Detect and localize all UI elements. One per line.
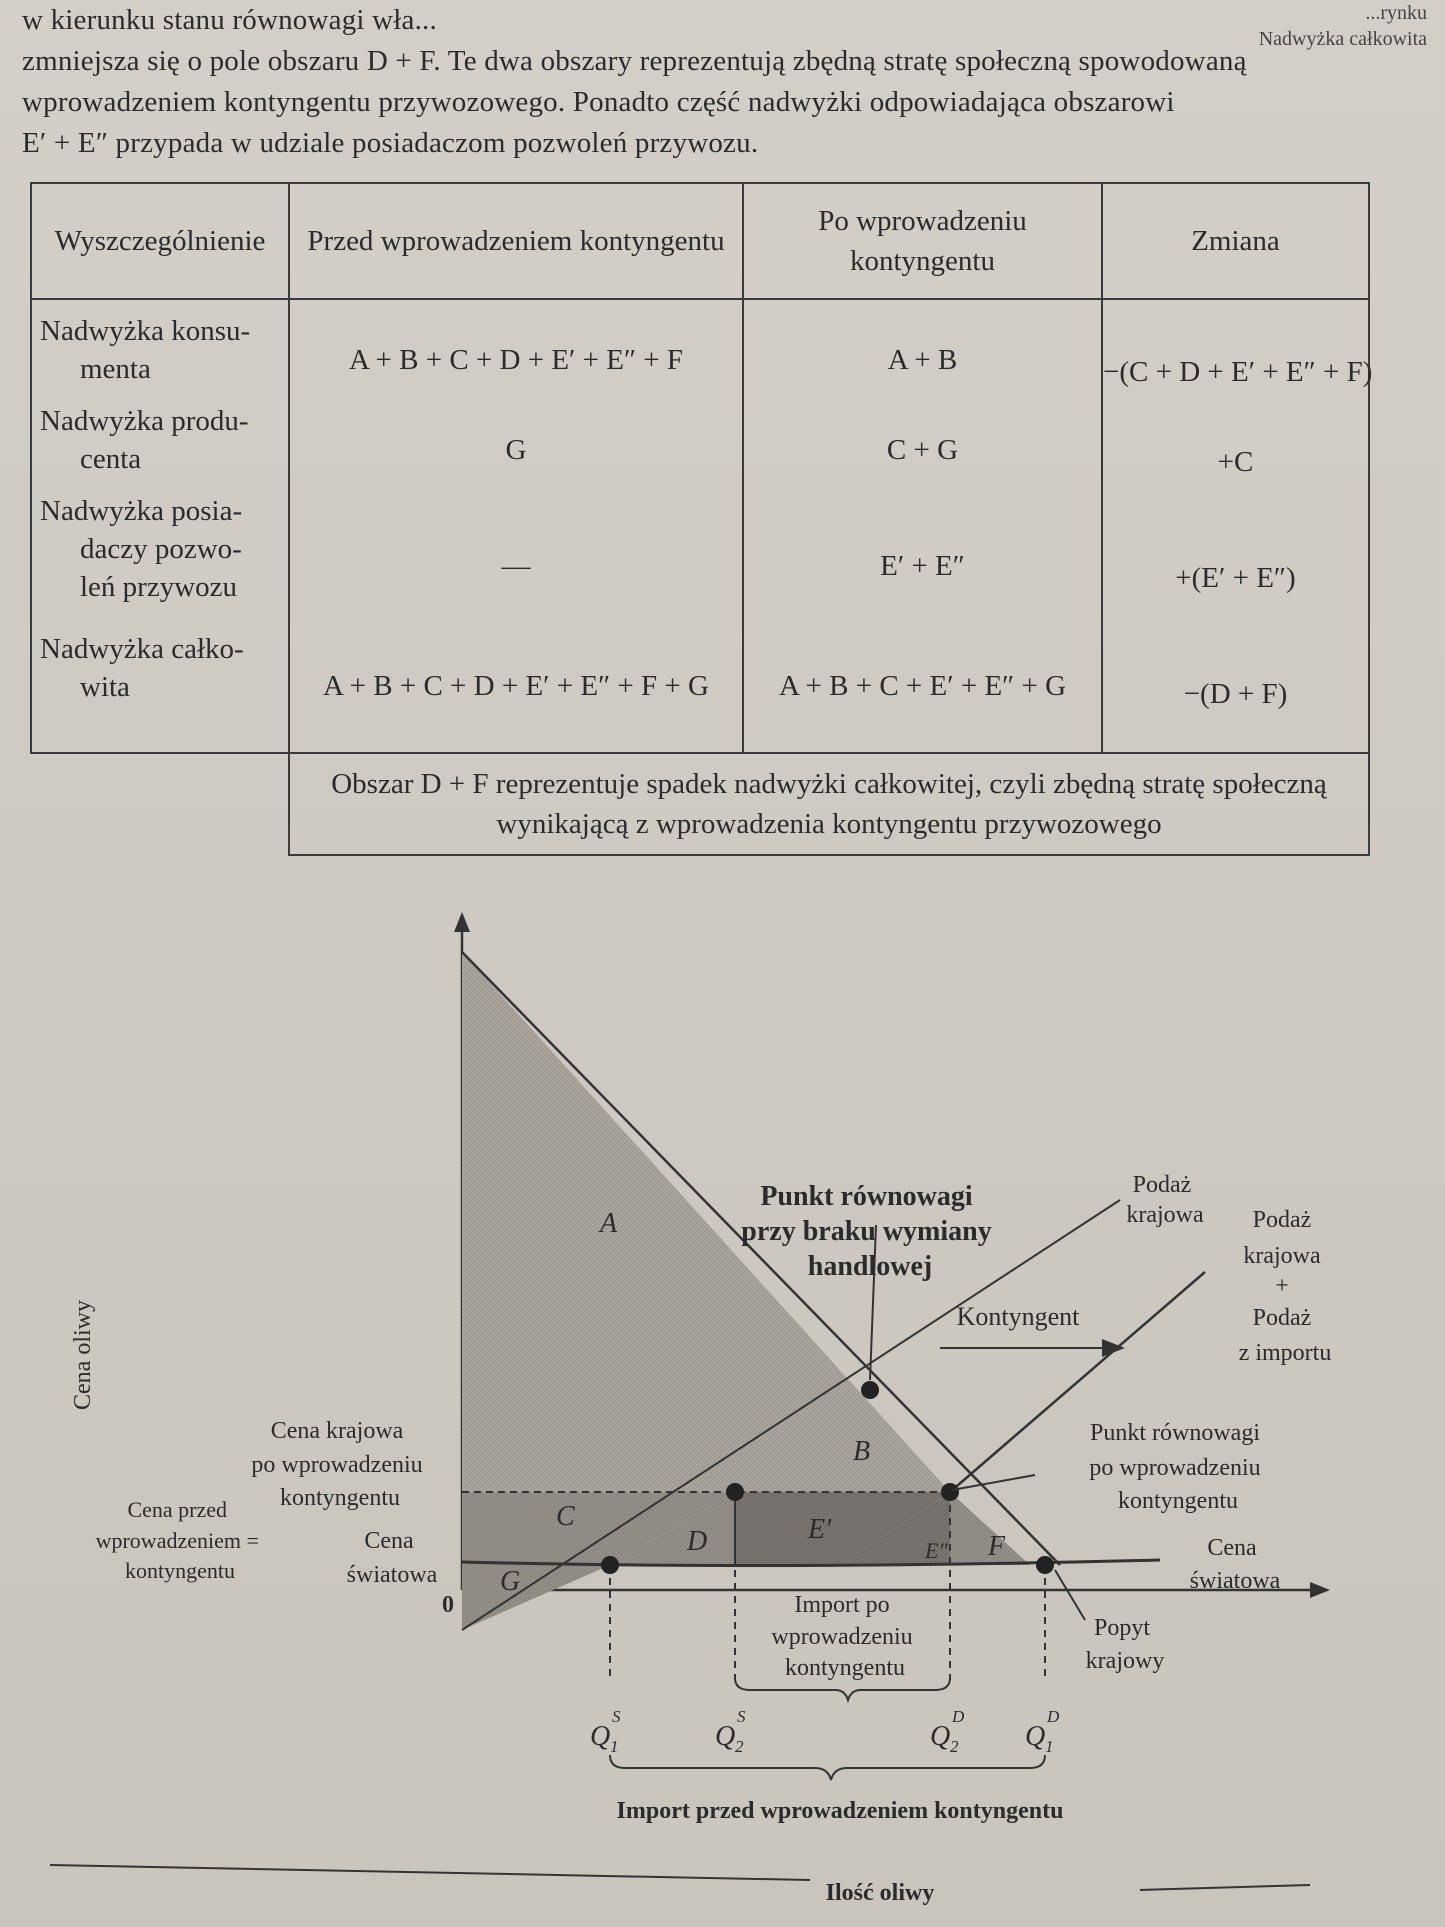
label-line: krajowa — [1126, 1202, 1204, 1228]
area-label-F: F — [988, 1531, 1006, 1562]
area-label-G: G — [500, 1566, 521, 1597]
label-line: Import po — [794, 1592, 890, 1618]
row-label-line: daczy pozwo- — [80, 533, 242, 565]
row-label-line: Nadwyżka produ- — [40, 405, 249, 437]
import-after-label — [771, 1592, 918, 1681]
corner-note-line: ...rynku — [1365, 2, 1427, 24]
label-line: przy braku wymiany — [741, 1216, 992, 1247]
quota-equilibrium-dot — [941, 1483, 959, 1501]
label-line: Punkt równowagi — [760, 1181, 973, 1212]
no-trade-equilibrium-dot — [861, 1381, 879, 1399]
label-line: Popyt — [1093, 1615, 1151, 1641]
row-label-license-holders — [40, 492, 242, 606]
label-sup: S — [612, 1707, 621, 1726]
before-total: A + B + C + D + E′ + E″ + F + G — [323, 670, 709, 702]
world-price-right-label — [1190, 1535, 1281, 1594]
no-trade-equilibrium-label — [741, 1181, 998, 1282]
label-sub: 1 — [1045, 1737, 1054, 1756]
label-sup: S — [737, 1707, 746, 1726]
area-label-B: B — [853, 1436, 871, 1467]
header-wyszczegolnienie: Wyszczególnienie — [31, 183, 289, 299]
label-line: Podaż — [1252, 1207, 1312, 1233]
label-line: + — [1275, 1273, 1289, 1299]
label-line: krajowy — [1085, 1648, 1165, 1674]
change-producer: +C — [1217, 446, 1254, 478]
label-line: Podaż — [1252, 1305, 1312, 1331]
table-body-row — [31, 299, 1369, 753]
area-G — [462, 1565, 610, 1630]
surplus-table — [30, 182, 1373, 856]
area-label-A: A — [600, 1208, 618, 1239]
world-price-left-label — [347, 1528, 438, 1588]
supply-plus-import-label — [1239, 1207, 1332, 1366]
intro-line: w kierunku stanu równowagi wła... — [22, 4, 437, 36]
label-line: po wprowadzeniu — [1089, 1455, 1261, 1481]
world-demand-dot — [1036, 1556, 1054, 1574]
table-note-row — [31, 753, 1369, 855]
header-after: Po wprowadzeniu kontyngentu — [743, 183, 1102, 299]
area-label-C: C — [556, 1501, 575, 1532]
after-license: E′ + E″ — [880, 550, 965, 582]
intro-line: E′ + E″ przypada w udziale posiadaczom pozwoleń przywozu. — [22, 127, 759, 159]
row-label-producer — [40, 402, 249, 478]
row-label-line: Nadwyżka całko- — [40, 633, 244, 665]
header-change: Zmiana — [1102, 183, 1369, 299]
y-axis-label: Cena oliwy — [70, 1300, 96, 1410]
bottom-rule-right — [1140, 1885, 1310, 1890]
after-column — [743, 299, 1102, 753]
import-before-label: Import przed wprowadzeniem kontyngentu — [616, 1798, 1064, 1824]
q2s-label — [715, 1707, 746, 1756]
demand-leader — [1055, 1570, 1085, 1620]
import-after-brace — [735, 1678, 950, 1700]
row-label-line: Nadwyżka konsu- — [40, 315, 251, 347]
domestic-price-after-label — [251, 1418, 428, 1511]
row-label-line: centa — [80, 443, 142, 475]
corner-note — [1259, 0, 1427, 52]
quota-equilibrium-label — [1089, 1420, 1266, 1514]
quota-diagram-svg — [70, 900, 1380, 1906]
label-line: krajowa — [1243, 1243, 1321, 1269]
bottom-rule — [50, 1865, 810, 1880]
before-column — [289, 299, 743, 753]
x-axis-arrow-icon — [1310, 1582, 1330, 1598]
label-line: wprowadzeniu — [771, 1624, 913, 1650]
corner-note-line: Nadwyżka całkowita — [1258, 28, 1427, 50]
quota-diagram — [70, 900, 1380, 1906]
label-line: z importu — [1238, 1340, 1332, 1366]
label-line: Cena — [364, 1528, 414, 1554]
label-sub: 2 — [735, 1737, 744, 1756]
before-consumer: A + B + C + D + E′ + E″ + F — [348, 344, 684, 376]
domestic-supply-label — [1126, 1172, 1204, 1228]
world-supply-dot — [601, 1556, 619, 1574]
equilibrium-leader — [870, 1225, 876, 1380]
quota-leader — [952, 1475, 1035, 1490]
after-producer: C + G — [886, 434, 959, 466]
origin-label: 0 — [442, 1592, 454, 1618]
table-note: Obszar D + F reprezentuje spadek nadwyżki całkowitej, czyli zbędną stratę społeczną wynikającą z wprowadzenia kontyngentu przywozowego — [289, 753, 1369, 855]
change-license: +(E′ + E″) — [1175, 562, 1296, 594]
label-line: światowa — [1189, 1568, 1281, 1594]
label-line: Cena przed — [127, 1497, 228, 1522]
price-before-label — [96, 1497, 265, 1583]
domestic-demand-label — [1086, 1615, 1165, 1674]
label-line: handlowej — [807, 1251, 933, 1282]
label-sup: D — [952, 1707, 965, 1726]
label-line: Cena — [1207, 1535, 1257, 1561]
label-line: kontyngentu — [280, 1485, 400, 1511]
after-consumer: A + B — [887, 344, 958, 376]
quota-label: Kontyngent — [956, 1302, 1080, 1331]
row-label-line: wita — [80, 671, 130, 703]
intro-line: wprowadzeniem kontyngentu przywozowego. Ponadto część nadwyżki odpowiadająca obszarowi — [22, 86, 1175, 118]
label-line: kontyngentu — [785, 1655, 905, 1681]
label-base: Q — [715, 1721, 736, 1752]
row-label-line: Nadwyżka posia- — [40, 495, 243, 527]
label-sub: 1 — [610, 1737, 619, 1756]
supply-after-quota-dot — [726, 1483, 744, 1501]
q1s-label — [590, 1707, 621, 1756]
before-license: — — [501, 550, 531, 582]
label-line: kontyngentu — [1118, 1488, 1238, 1514]
after-total: A + B + C + E′ + E″ + G — [778, 670, 1067, 702]
label-line: światowa — [346, 1562, 438, 1588]
row-label-line: menta — [80, 353, 151, 385]
label-base: Q — [590, 1721, 611, 1752]
change-total: −(D + F) — [1183, 678, 1288, 710]
table-header-row — [31, 183, 1369, 299]
import-before-brace — [610, 1755, 1045, 1780]
x-axis-label: Ilość oliwy — [825, 1880, 935, 1906]
label-line: Punkt równowagi — [1090, 1420, 1260, 1446]
quota-arrow-icon — [1102, 1339, 1125, 1357]
label-line: po wprowadzeniu — [251, 1452, 423, 1478]
change-consumer: −(C + D + E′ + E″ + F) — [1103, 356, 1373, 388]
row-labels-cell — [31, 299, 289, 753]
note-spacer — [31, 753, 289, 855]
row-label-total — [40, 630, 244, 706]
label-line: Podaż — [1132, 1172, 1192, 1198]
label-sup: D — [1047, 1707, 1060, 1726]
y-axis-arrow-icon — [454, 912, 470, 932]
change-column — [1102, 299, 1373, 753]
label-line: wprowadzeniem = — [95, 1528, 259, 1553]
label-base: Q — [930, 1721, 951, 1752]
label-line: kontyngentu — [125, 1558, 235, 1583]
area-label-E-prime: E′ — [808, 1514, 832, 1545]
intro-paragraph — [22, 0, 1382, 164]
header-before: Przed wprowadzeniem kontyngentu — [289, 183, 743, 299]
before-producer: G — [505, 434, 527, 466]
row-label-consumer — [40, 312, 250, 388]
area-label-E-double-prime: E″ — [925, 1538, 948, 1563]
intro-line: zmniejsza się o pole obszaru D + F. Te dwa obszary reprezentują zbędną stratę społeczną spowodowaną — [22, 45, 1247, 77]
area-label-D: D — [687, 1526, 708, 1557]
row-label-line: leń przywozu — [80, 571, 238, 603]
q1d-label — [1025, 1707, 1060, 1756]
label-base: Q — [1025, 1721, 1046, 1752]
q2d-label — [930, 1707, 965, 1756]
label-sub: 2 — [950, 1737, 959, 1756]
label-line: Cena krajowa — [270, 1418, 404, 1444]
